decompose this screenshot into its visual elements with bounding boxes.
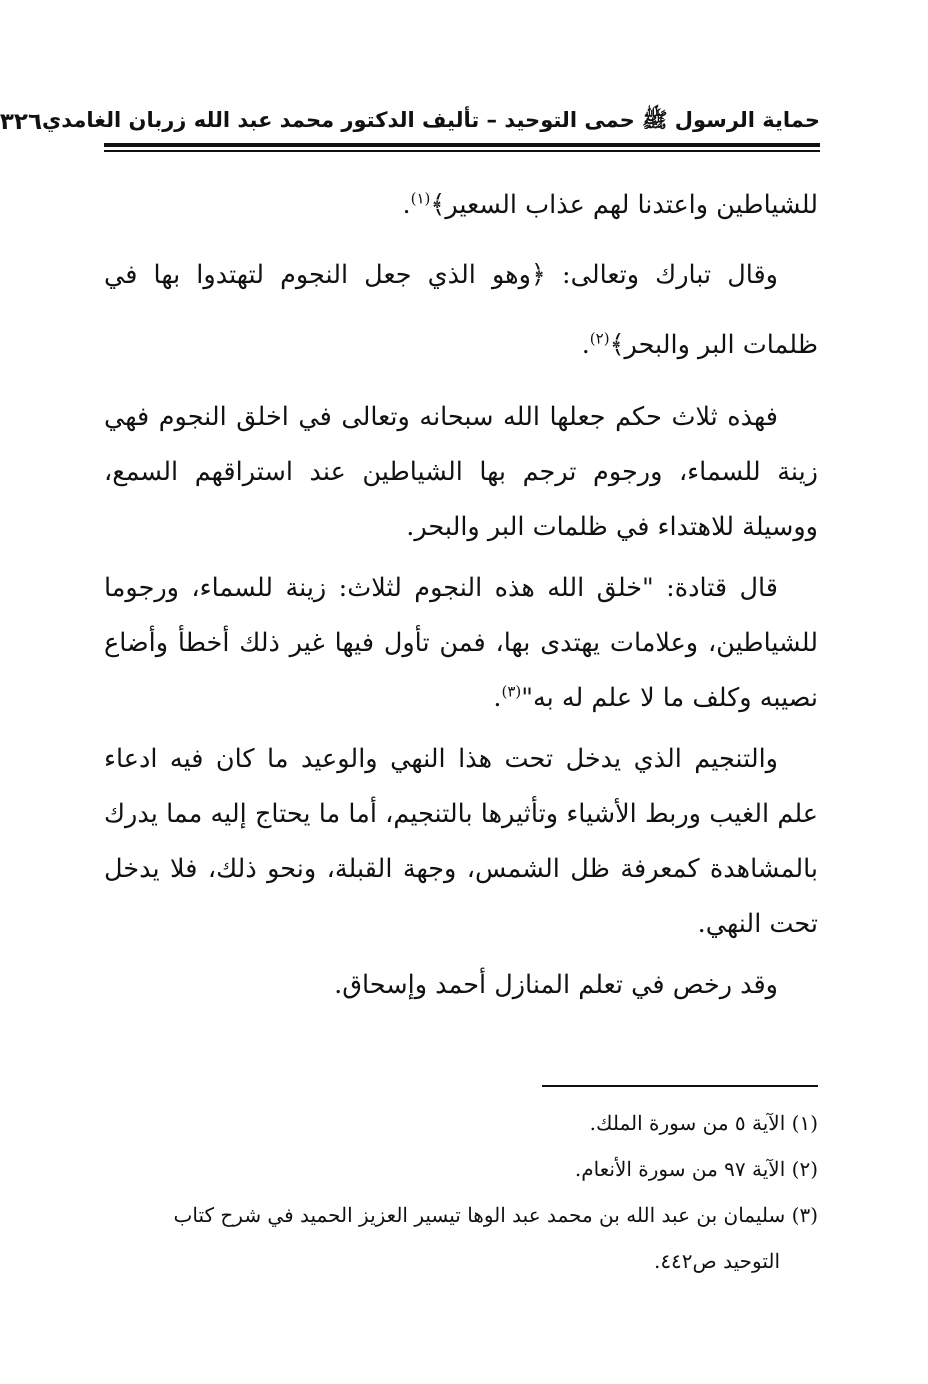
footnote-2: (٢) الآية ٩٧ من سورة الأنعام. (574, 1157, 818, 1181)
paragraph-end: . (581, 330, 590, 360)
paragraph-text: للشياطين واعتدنا لهم عذاب السعير﴾ (430, 190, 818, 220)
footnote-ref: (٣) (501, 682, 522, 701)
footnote-1: (١) الآية ٥ من سورة الملك. (589, 1111, 818, 1135)
paragraph-manazil: وقد رخص في تعلم المنازل أحمد وإسحاق. (334, 970, 778, 1000)
footnote-ref: (١) (410, 189, 431, 208)
paragraph-end: . (493, 683, 502, 713)
footnote-3-continuation: التوحيد ص٤٤٢. (653, 1249, 780, 1273)
running-header (0, 104, 820, 140)
header-rule-thin (104, 150, 820, 152)
footnotes (104, 1100, 818, 1284)
paragraph-end: . (402, 190, 411, 220)
paragraph-qatada-quote (104, 561, 818, 726)
page-number: ٣٢٦ (0, 109, 43, 135)
paragraph-text: قال قتادة: "خلق الله هذه النجوم لثلاث: زينة للسماء، ورجوما للشياطين، وعلامات يهتدى بها، فمن تأول فيها غير ذلك أخطأ وأضاع نصيبه وكلف ما لا علم له به" (104, 573, 818, 713)
paragraph-quran-continuation (104, 170, 818, 240)
paragraph-astrology-ruling: والتنجيم الذي يدخل تحت هذا النهي والوعيد ما كان فيه ادعاء علم الغيب وربط الأشياء وتأثيرها بالتنجيم، أما ما يحتاج إليه مما يدرك بالمشاهدة كمعرفة ظل الشمس، وجهة القبلة، ونحو ذلك، فلا يدخل تحت النهي. (104, 744, 818, 939)
footnote-3: (٣) سليمان بن عبد الله بن محمد عبد الوها تيسير العزيز الحميد في شرح كتاب (173, 1203, 818, 1227)
paragraph-quran-verse (104, 240, 818, 380)
footnote-ref: (٢) (589, 329, 610, 348)
header-title: حماية الرسول ﷺ حمى التوحيد – تأليف الدكتور محمد عبد الله زربان الغامدي (42, 107, 820, 132)
paragraph-text: وقال تبارك وتعالى: ﴿وهو الذي جعل النجوم لتهتدوا بها في ظلمات البر والبحر﴾ (104, 260, 818, 360)
paragraph-three-wisdoms: فهذه ثلاث حكم جعلها الله سبحانه وتعالى في اخلق النجوم فهي زينة للسماء، ورجوم ترجم بها الشياطين عند استراقهم السمع، ووسيلة للاهتداء في ظلمات البر والبحر. (104, 402, 818, 542)
main-text (104, 170, 818, 1013)
footnote-separator (542, 1085, 818, 1087)
header-rule-thick (104, 143, 820, 147)
